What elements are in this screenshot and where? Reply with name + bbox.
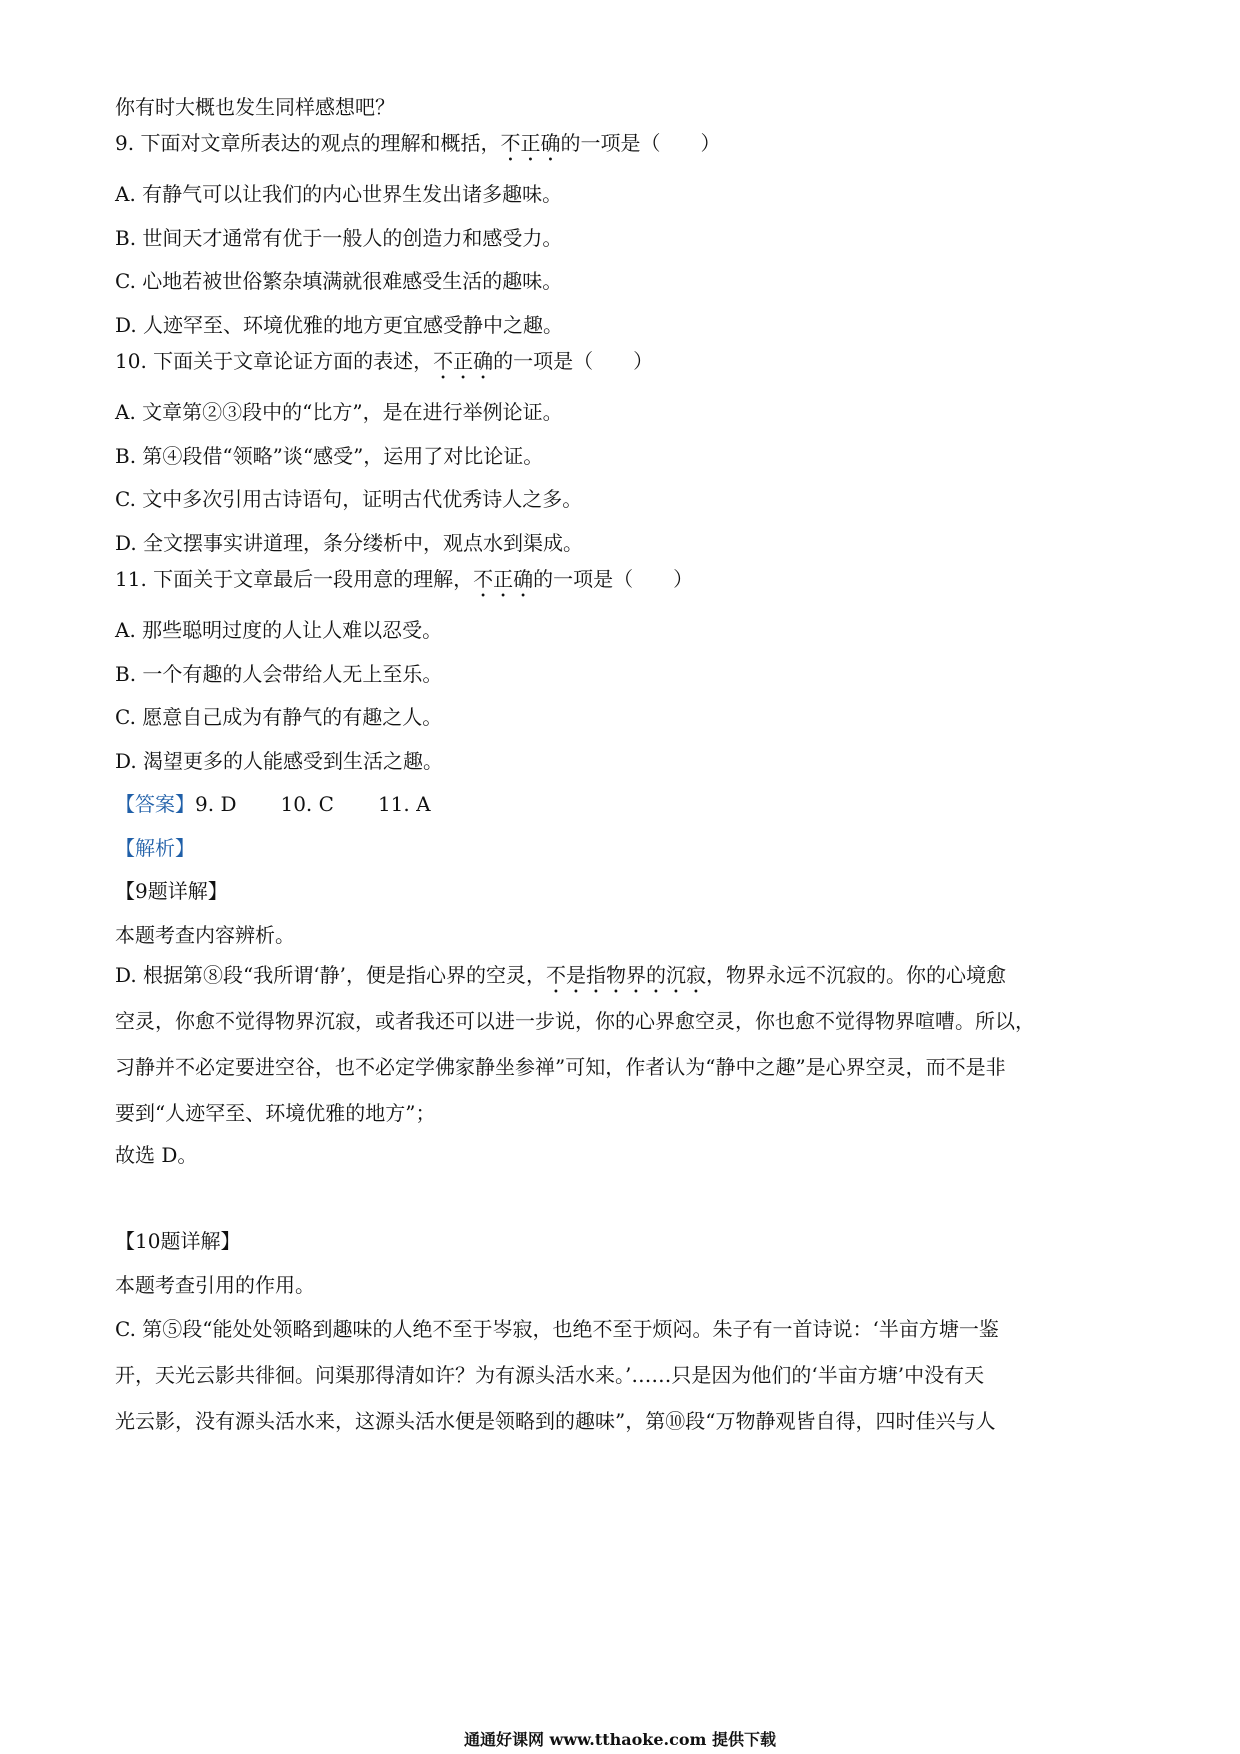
detail-10-para-line-3: 光云影，没有源头活水来，这源头活水便是领略到的趣味”，第⑩段“万物静观皆自得，四时佳兴与人 xyxy=(115,1409,996,1433)
detail-9-heading: 【9题详解】 xyxy=(115,879,228,903)
answer-line xyxy=(115,789,431,819)
answer-tag: 【答案】 xyxy=(115,792,195,816)
q10-option-b: B. 第④段借“领略”谈“感受”，运用了对比论证。 xyxy=(115,444,544,468)
page-footer: 通通好课网 www.tthaoke.com 提供下载 xyxy=(463,1730,777,1749)
question-10-stem xyxy=(115,346,653,384)
q10-stem-pre: 10. 下面关于文章论证方面的表述， xyxy=(115,349,434,373)
q11-option-a: A. 那些聪明过度的人让人难以忍受。 xyxy=(115,618,443,642)
q10-option-d: D. 全文摆事实讲道理，条分缕析中，观点水到渠成。 xyxy=(115,531,584,555)
detail-9-p1-post: ，物界永远不沉寂的。你的心境愈 xyxy=(705,963,1006,987)
detail-9-conclusion: 故选 D。 xyxy=(115,1143,198,1167)
detail-9-para-line-4: 要到“人迹罕至、环境优雅的地方”； xyxy=(115,1101,436,1125)
answer-11: 11. A xyxy=(377,792,431,816)
answer-9: 9. D xyxy=(195,792,237,816)
answer-10: 10. C xyxy=(280,792,334,816)
question-9-stem xyxy=(115,128,720,166)
q11-stem-pre: 11. 下面关于文章最后一段用意的理解， xyxy=(115,567,474,591)
q9-option-b: B. 世间天才通常有优于一般人的创造力和感受力。 xyxy=(115,226,563,250)
q9-stem-emphasis: 不正确 xyxy=(500,131,561,155)
q9-option-a: A. 有静气可以让我们的内心世界生发出诸多趣味。 xyxy=(115,182,563,206)
detail-10-para-line-1: C. 第⑤段“能处处领略到趣味的人绝不至于岑寂，也绝不至于烦闷。朱子有一首诗说：‘半亩方塘一鉴 xyxy=(115,1317,999,1341)
detail-9-p1-pre: D. 根据第⑧段“我所谓‘静’，便是指心界的空灵， xyxy=(115,963,546,987)
q10-stem-emphasis: 不正确 xyxy=(433,349,494,373)
analysis-tag: 【解析】 xyxy=(115,836,195,860)
q11-option-b: B. 一个有趣的人会带给人无上至乐。 xyxy=(115,662,443,686)
q10-stem-post: 的一项是（ ） xyxy=(493,349,654,373)
q10-option-c: C. 文中多次引用古诗语句，证明古代优秀诗人之多。 xyxy=(115,487,583,511)
q9-stem-post: 的一项是（ ） xyxy=(560,131,721,155)
q11-option-d: D. 渴望更多的人能感受到生活之趣。 xyxy=(115,749,444,773)
detail-10-heading: 【10题详解】 xyxy=(115,1229,241,1253)
detail-9-para-line-2: 空灵，你愈不觉得物界沉寂，或者我还可以进一步说，你的心界愈空灵，你也愈不觉得物界喧嘈。所以， xyxy=(115,1009,1035,1033)
q11-stem-post: 的一项是（ ） xyxy=(533,567,694,591)
q9-option-c: C. 心地若被世俗繁杂填满就很难感受生活的趣味。 xyxy=(115,269,563,293)
question-11-stem xyxy=(115,564,693,602)
detail-9-intro: 本题考查内容辨析。 xyxy=(115,923,295,947)
q11-option-c: C. 愿意自己成为有静气的有趣之人。 xyxy=(115,705,443,729)
detail-9-p1-emphasis: 不是指物界的沉寂 xyxy=(545,963,706,987)
detail-10-intro: 本题考查引用的作用。 xyxy=(115,1273,315,1297)
q9-option-d: D. 人迹罕至、环境优雅的地方更宜感受静中之趣。 xyxy=(115,313,564,337)
intro-line: 你有时大概也发生同样感想吧？ xyxy=(115,95,395,119)
q11-stem-emphasis: 不正确 xyxy=(473,567,534,591)
detail-9-para-line-3: 习静并不必定要进空谷，也不必定学佛家静坐参禅”可知，作者认为“静中之趣”是心界空灵，而不是非 xyxy=(115,1055,1006,1079)
q9-stem-pre: 9. 下面对文章所表达的观点的理解和概括， xyxy=(115,131,501,155)
detail-9-para-line-1 xyxy=(115,960,1006,998)
detail-10-para-line-2: 开，天光云影共徘徊。问渠那得清如许？为有源头活水来。’……只是因为他们的‘半亩方塘’中没有天 xyxy=(115,1363,985,1387)
q10-option-a: A. 文章第②③段中的“比方”，是在进行举例论证。 xyxy=(115,400,563,424)
